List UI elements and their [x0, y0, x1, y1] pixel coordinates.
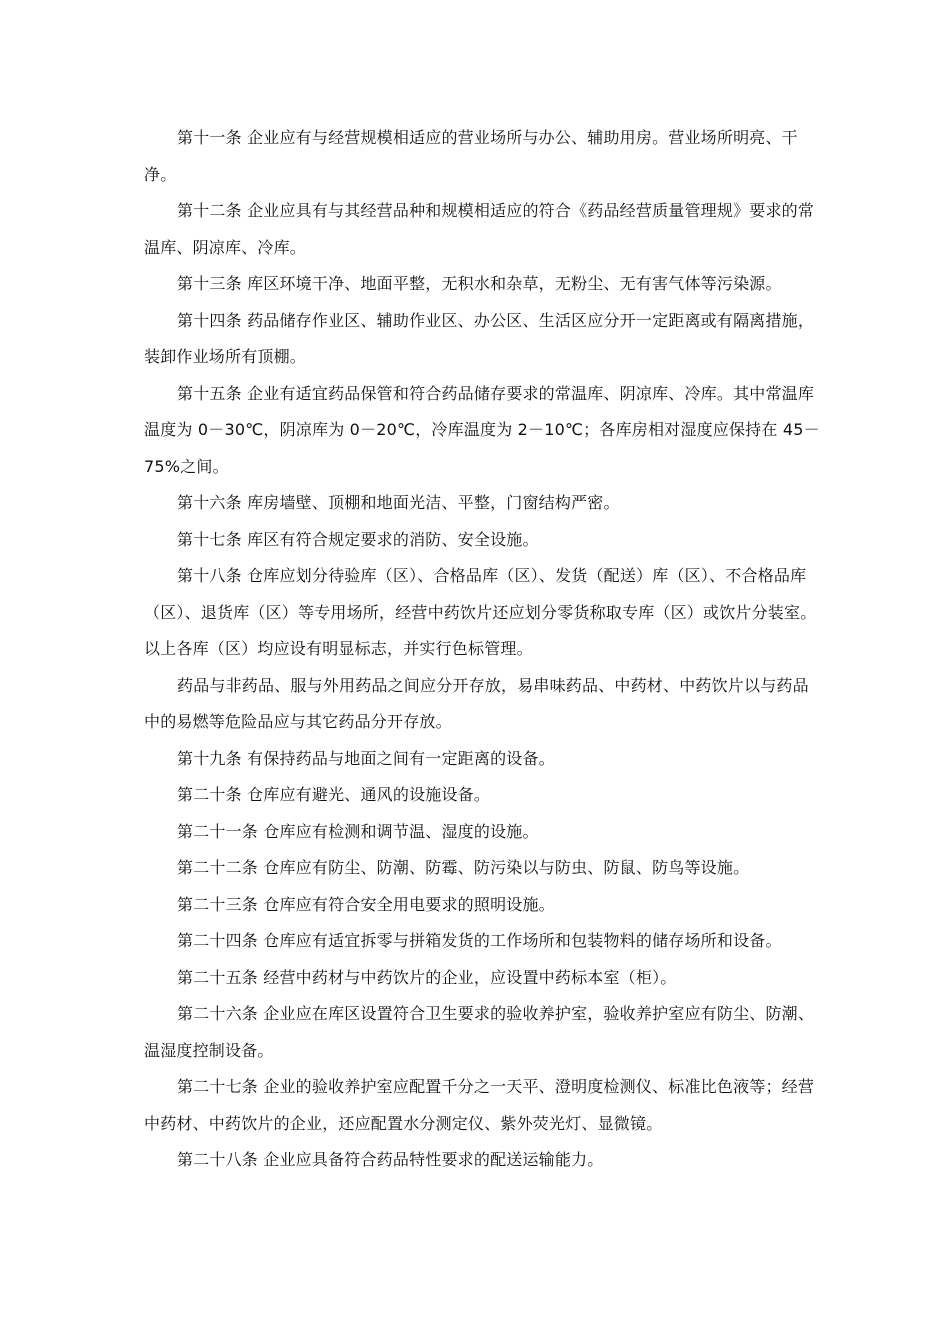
article-16: 第十六条 库房墙壁、顶棚和地面光洁、平整，门窗结构严密。: [177, 493, 620, 512]
article-24: 第二十四条 仓库应有适宜拆零与拼箱发货的工作场所和包装物料的储存场所和设备。: [177, 931, 782, 950]
document-body: [144, 120, 820, 1179]
article-23: 第二十三条 仓库应有符合安全用电要求的照明设施。: [177, 894, 555, 914]
article-14: 第十四条 药品储存作业区、辅助作业区、办公区、生活区应分开一定距离或有隔离措施，装卸作业场所有顶棚。: [144, 310, 815, 366]
article-26: 第二十六条 企业应在库区设置符合卫生要求的验收养护室，验收养护室应有防尘、防潮、温湿度控制设备。: [144, 1004, 815, 1060]
article-15: 第十五条 企业有适宜药品保管和符合药品储存要求的常温库、阴凉库、冷库。其中常温库温度为 0－30℃，阴凉库为 0－20℃，冷库温度为 2－10℃；各库房相对湿度应保持在 45－75%之间。: [144, 383, 820, 476]
article-11: 第十一条 企业应有与经营规模相适应的营业场所与办公、辅助用房。营业场所明亮、干净。: [144, 128, 798, 184]
article-21: 第二十一条 仓库应有检测和调节温、湿度的设施。: [177, 821, 539, 841]
article-17: 第十七条 库区有符合规定要求的消防、安全设施。: [177, 529, 539, 549]
article-22: 第二十二条 仓库应有防尘、防潮、防霉、防污染以与防虫、防鼠、防鸟等设施。: [177, 858, 750, 877]
article-12: 第十二条 企业应具有与其经营品种和规模相适应的符合《药品经营质量管理规》要求的常温库、阴凉库、冷库。: [144, 201, 815, 257]
article-18-supplement: 药品与非药品、服与外用药品之间应分开存放，易串味药品、中药材、中药饮片以与药品中的易燃等危险品应与其它药品分开存放。: [144, 675, 809, 731]
article-27: 第二十七条 企业的验收养护室应配置千分之一天平、澄明度检测仪、标准比色液等；经营中药材、中药饮片的企业，还应配置水分测定仪、紫外荧光灯、显微镜。: [144, 1077, 815, 1133]
article-25: 第二十五条 经营中药材与中药饮片的企业，应设置中药标本室（柜）。: [177, 967, 677, 987]
article-13: 第十三条 库区环境干净、地面平整，无积水和杂草，无粉尘、无有害气体等污染源。: [177, 274, 782, 293]
article-28: 第二十八条 企业应具备符合药品特性要求的配送运输能力。: [177, 1150, 604, 1169]
article-20: 第二十条 仓库应有避光、通风的设施设备。: [177, 785, 491, 804]
article-19: 第十九条 有保持药品与地面之间有一定距离的设备。: [177, 748, 555, 768]
article-18: 第十八条 仓库应划分待验库（区）、合格品库（区）、发货（配送）库（区）、不合格品库（区）、退货库（区）等专用场所，经营中药饮片还应划分零货称取专库（区）或饮片分装室。以上各库（区）均应设有明显标志，并实行色标管理。: [144, 566, 817, 658]
